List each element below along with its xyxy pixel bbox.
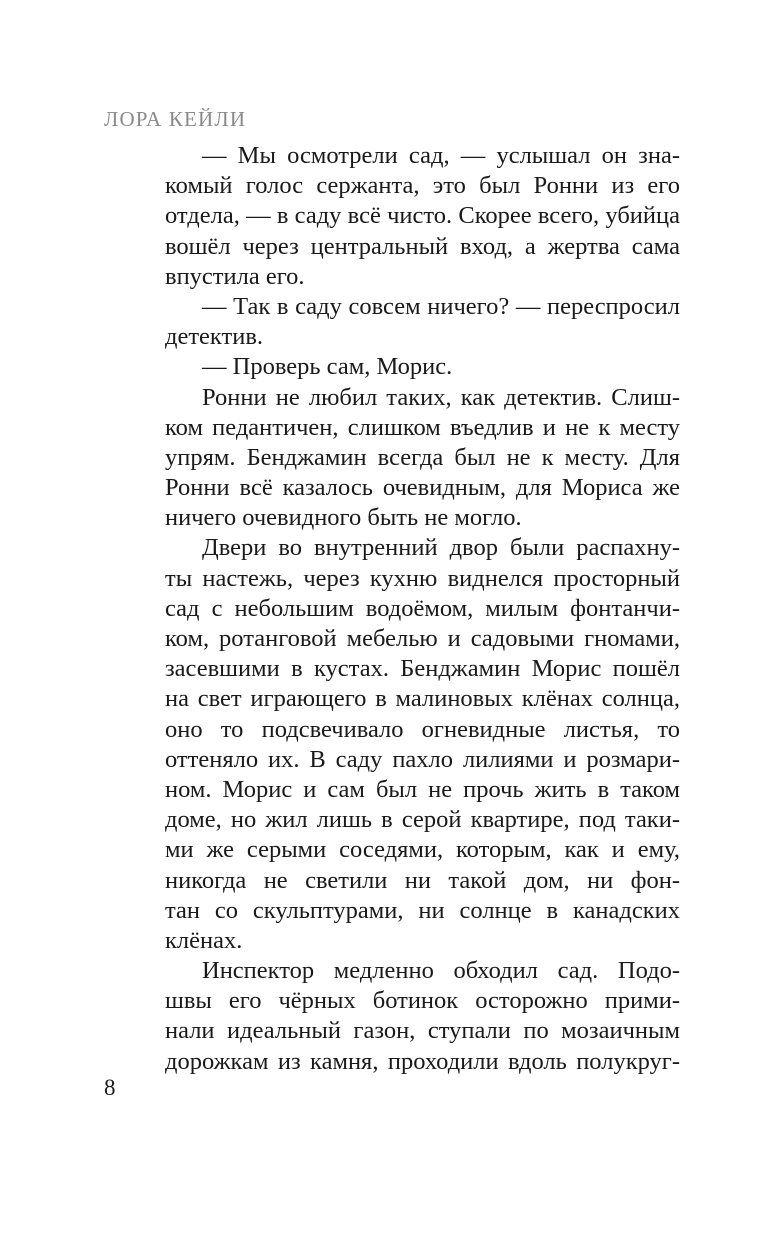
text-line: впустила его. bbox=[165, 262, 305, 290]
text-line: клёнах. bbox=[165, 926, 243, 954]
text-line: сад с небольшим водоёмом, милым фонтанчи- bbox=[165, 594, 680, 622]
page-number: 8 bbox=[104, 1075, 116, 1100]
text-line: ном. Морис и сам был не прочь жить в таком bbox=[165, 775, 680, 803]
text-line: нали идеальный газон, ступали по мозаичным bbox=[165, 1017, 680, 1045]
running-head: ЛОРА КЕЙЛИ bbox=[104, 107, 247, 131]
text-line: отдела, — в саду всё чисто. Скорее всего, убийца bbox=[165, 202, 680, 230]
text-line: засевшими в кустах. Бенджамин Морис пошёл bbox=[165, 655, 680, 683]
body-text bbox=[165, 141, 680, 1077]
text-line: оно то подсвечивало огневидные листья, то bbox=[165, 715, 680, 743]
text-line: детектив. bbox=[165, 323, 264, 351]
text-line: тан со скульптурами, ни солнце в канадских bbox=[165, 896, 680, 924]
text-line: вошёл через центральный вход, а жертва сама bbox=[165, 232, 680, 260]
text-line: ничего очевидного быть не могло. bbox=[165, 504, 522, 532]
text-line: ты настежь, через кухню виднелся просторный bbox=[165, 564, 680, 592]
text-line: доме, но жил лишь в серой квартире, под таки- bbox=[165, 806, 680, 834]
text-line: на свет играющего в малиновых клёнах солнца, bbox=[165, 685, 680, 713]
text-line: упрям. Бенджамин всегда был не к месту. Для bbox=[165, 443, 680, 471]
text-line: ми же серыми соседями, которым, как и ему, bbox=[165, 836, 680, 864]
text-line: Ронни всё казалось очевидным, для Мориса же bbox=[165, 474, 680, 502]
text-line: швы его чёрных ботинок осторожно прими- bbox=[165, 987, 680, 1015]
text-line: Инспектор медленно обходил сад. Подо- bbox=[202, 957, 680, 985]
text-line: Двери во внутренний двор были распахну- bbox=[202, 534, 680, 562]
text-line: ком педантичен, слишком въедлив и не к месту bbox=[165, 413, 680, 441]
text-line: оттеняло их. В саду пахло лилиями и розмари- bbox=[165, 745, 680, 773]
text-line: дорожкам из камня, проходили вдоль полукруг- bbox=[165, 1047, 680, 1075]
text-line: ком, ротанговой мебелью и садовыми гномами, bbox=[165, 625, 680, 652]
text-line: — Так в саду совсем ничего? — переспросил bbox=[202, 292, 680, 320]
text-line: — Проверь сам, Морис. bbox=[202, 353, 453, 381]
text-line: никогда не светили ни такой дом, ни фон- bbox=[165, 866, 680, 894]
text-line: Ронни не любил таких, как детектив. Слиш- bbox=[202, 383, 680, 411]
text-line: — Мы осмотрели сад, — услышал он зна- bbox=[202, 142, 680, 169]
text-line: комый голос сержанта, это был Ронни из его bbox=[165, 172, 680, 200]
